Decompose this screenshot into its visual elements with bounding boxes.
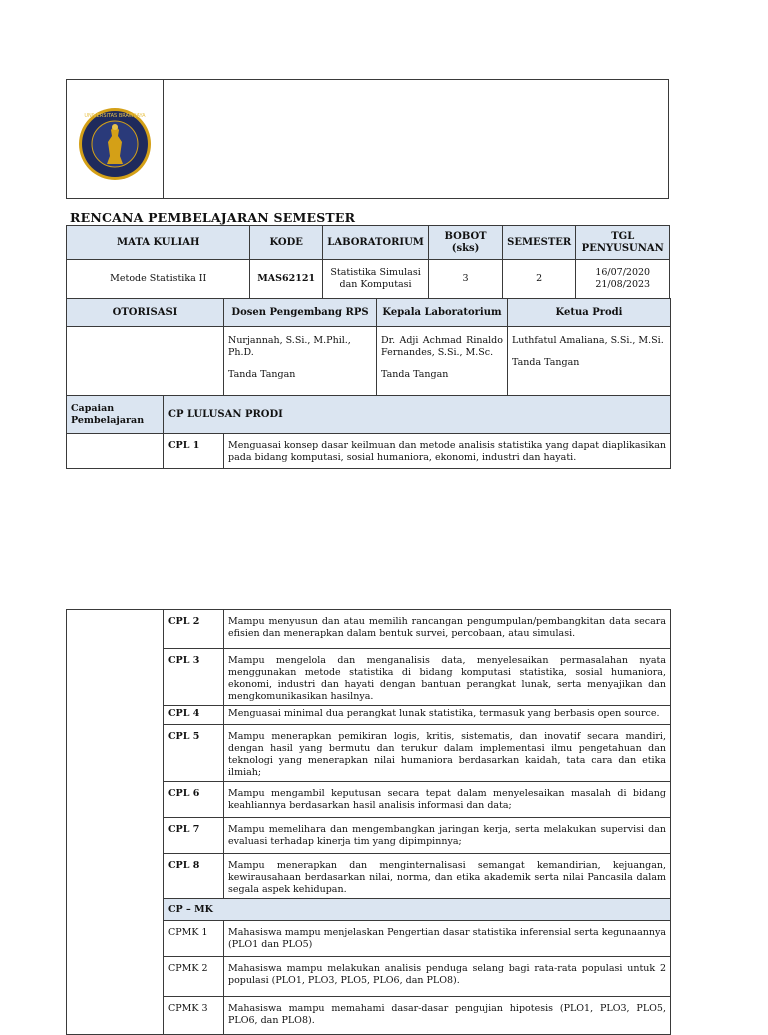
cpl-8-code: CPL 8 (164, 854, 224, 899)
cpmk-1-text: Mahasiswa mampu menjelaskan Pengertian dasar statistika inferensial serta kegunaannya (PLO1 dan PLO5) (224, 921, 671, 957)
kaprodi-label: Ketua Prodi (508, 299, 671, 327)
cpl-6-text: Mampu mengambil keputusan secara tepat dalam menyelesaikan masalah di bidang keahliannya berdasarkan hasil analisis informasi dan data; (224, 782, 671, 818)
logo-cell-divider (163, 80, 164, 199)
tgl-line-1: 16/07/2020 (595, 267, 651, 278)
course-name: Metode Statistika II (67, 260, 250, 299)
cpmk-3-code: CPMK 3 (164, 997, 224, 1035)
kaprodi-ttd: Tanda Tangan (512, 357, 580, 368)
cpl-5-code: CPL 5 (164, 725, 224, 782)
kalab-cell (377, 327, 508, 396)
header-laboratorium: LABORATORIUM (322, 226, 428, 260)
cp-lulusan-label: CP LULUSAN PRODI (164, 396, 671, 434)
header-semester: SEMESTER (502, 226, 576, 260)
kaprodi-cell (508, 327, 671, 396)
cpmk-label: CP – MK (164, 899, 671, 921)
otorisasi-table (66, 298, 671, 396)
cpl-2-text: Mampu menyusun dan atau memilih rancangan pengumpulan/pembangkitan data secara efisien dan menerapkan dalam bentuk survei, percobaan, atau simulasi. (224, 610, 671, 649)
dosen-label: Dosen Pengembang RPS (224, 299, 377, 327)
cpl-6-code: CPL 6 (164, 782, 224, 818)
header-mata-kuliah: MATA KULIAH (67, 226, 250, 260)
cp-table-page2 (66, 609, 671, 1035)
dosen-cell (224, 327, 377, 396)
header-bobot: BOBOT (sks) (429, 226, 503, 260)
cp-empty-cell (67, 434, 164, 469)
kalab-label: Kepala Laboratorium (377, 299, 508, 327)
otorisasi-empty (67, 327, 224, 396)
kaprodi-name: Luthfatul Amaliana, S.Si., M.Si. (512, 335, 664, 346)
tgl-line-2: 21/08/2023 (595, 279, 651, 290)
cpl-4-text: Menguasai minimal dua perangkat lunak statistika, termasuk yang berbasis open source. (224, 706, 671, 725)
cpl-1-text: Menguasai konsep dasar keilmuan dan metode analisis statistika yang dapat diaplikasikan pada bidang komputasi, sosial humaniora, ekonomi, industri dan hayati. (224, 434, 671, 469)
dosen-ttd: Tanda Tangan (228, 369, 296, 380)
kalab-name: Dr. Adji Achmad Rinaldo Fernandes, S.Si., M.Sc. (381, 335, 503, 358)
cpmk-2-code: CPMK 2 (164, 957, 224, 997)
cpl-3-code: CPL 3 (164, 649, 224, 706)
otorisasi-label: OTORISASI (67, 299, 224, 327)
header-box (66, 79, 669, 199)
left-merged-cell (67, 610, 164, 1035)
university-logo (77, 106, 153, 186)
cpmk-2-text: Mahasiswa mampu melakukan analisis penduga selang bagi rata-rata populasi untuk 2 populasi (PLO1, PLO3, PLO5, PLO6, dan PLO8). (224, 957, 671, 997)
cpl-8-text: Mampu menerapkan dan menginternalisasi semangat kemandirian, kejuangan, kewirausahaan berdasarkan nilai, norma, dan etika akademik serta nilai Pancasila dalam segala aspek kehidupan. (224, 854, 671, 899)
logo-text: UNIVERSITAS BRAWIJAYA (84, 113, 146, 119)
cpl-3-text: Mampu mengelola dan menganalisis data, menyelesaikan permasalahan nyata menggunakan metode statistika di bidang komputasi statistika, sosial humaniora, ekonomi, industri dan hayati dengan bantuan perangkat lunak, serta menyajikan dan mengkomunikasikan hasilnya. (224, 649, 671, 706)
cpmk-3-text: Mahasiswa mampu memahami dasar-dasar pengujian hipotesis (PLO1, PLO3, PLO5, PLO6, dan PLO8). (224, 997, 671, 1035)
cpl-7-code: CPL 7 (164, 818, 224, 854)
cpmk-1-code: CPMK 1 (164, 921, 224, 957)
course-table (66, 225, 670, 299)
header-kode: KODE (250, 226, 322, 260)
course-lab: Statistika Simulasi dan Komputasi (322, 260, 428, 299)
cpl-1-code: CPL 1 (164, 434, 224, 469)
kalab-ttd: Tanda Tangan (381, 369, 449, 380)
cpl-4-code: CPL 4 (164, 706, 224, 725)
course-bobot: 3 (429, 260, 503, 299)
capaian-label: Capaian Pembelajaran (67, 396, 164, 434)
header-tgl-penyusunan: TGL PENYUSUNAN (576, 226, 670, 260)
course-semester: 2 (502, 260, 576, 299)
cpl-5-text: Mampu menerapkan pemikiran logis, kritis, sistematis, dan inovatif secara mandiri, dengan hasil yang bermutu dan terukur dalam implementasi ilmu pengetahuan dan teknologi yang menerapkan nilai humaniora berdasarkan kaidah, tata cara dan etika ilmiah; (224, 725, 671, 782)
cp-table-page1 (66, 395, 671, 469)
cpl-7-text: Mampu memelihara dan mengembangkan jaringan kerja, serta melakukan supervisi dan evaluasi terhadap kinerja tim yang dipimpinnya; (224, 818, 671, 854)
dosen-name: Nurjannah, S.Si., M.Phil., Ph.D. (228, 335, 351, 358)
course-tgl (576, 260, 670, 299)
course-code: MAS62121 (250, 260, 322, 299)
cpl-2-code: CPL 2 (164, 610, 224, 649)
document-title: RENCANA PEMBELAJARAN SEMESTER (70, 210, 356, 225)
